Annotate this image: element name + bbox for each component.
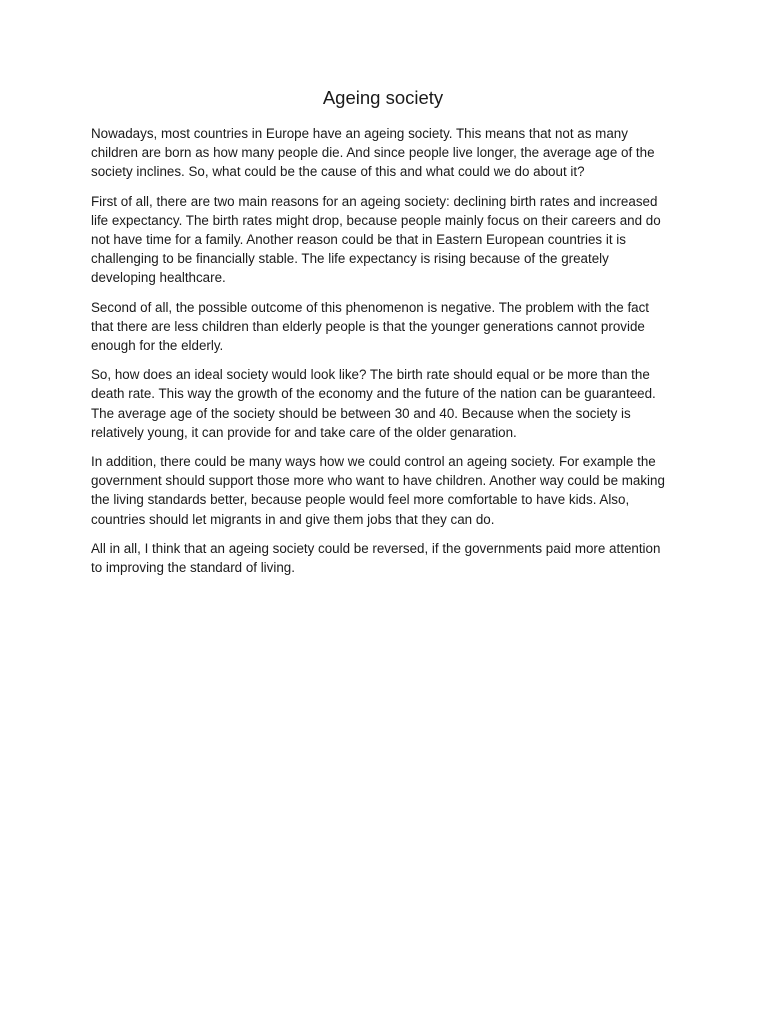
paragraph-conclusion: All in all, I think that an ageing society could be reversed, if the governments paid more attention to improving the standard of living. (91, 540, 661, 576)
paragraph-ideal-society: So, how does an ideal society would look like? The birth rate should equal or be more than the death rate. This way the growth of the economy and the future of the nation can be guaranteed. The average age of the society should be between 30 and 40. Because when the society is relatively young, it can provide for and take care of the older genaration. (91, 367, 656, 440)
paragraph-outcome: Second of all, the possible outcome of this phenomenon is negative. The problem with the fact that there are less children than elderly people is that the younger generations cannot provide enough for the elderly. (91, 299, 650, 354)
paragraph-intro: Nowadays, most countries in Europe have an ageing society. This means that not as many children are born as how many people die. And since people live longer, the average age of the society inclines. So, what could be the cause of this and what could we do about it? (91, 126, 655, 180)
paragraph-causes: First of all, there are two main reasons for an ageing society: declining birth rates and increased life expectancy. The birth rates might drop, because people mainly focus on their careers and do not have time for a family. Another reason could be that in Eastern European countries it is challenging to be financially stable. The life expectancy is rising because of the greately developing healthcare. (91, 193, 661, 286)
document-title: Ageing society (322, 87, 444, 108)
document-body (91, 84, 675, 587)
paragraph-solutions: In addition, there could be many ways how we could control an ageing society. For example the government should support those more who want to have children. Another way could be making the living standards better, because people would feel more comfortable to have kids. Also, countries should let migrants in and give them jobs that they can do. (91, 454, 665, 527)
